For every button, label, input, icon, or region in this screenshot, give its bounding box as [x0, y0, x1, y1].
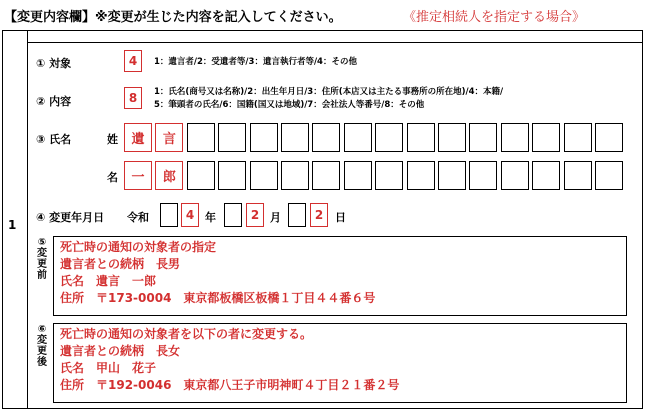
surname-char-box[interactable] [469, 123, 497, 152]
year-digit-2[interactable]: 4 [181, 203, 199, 227]
frame-top-divider [28, 42, 643, 43]
surname-label: 姓 [107, 133, 118, 146]
target-options: 1：遺言者/2：受遺者等/3：遺言執行者等/4：その他 [154, 57, 357, 67]
surname-char-box[interactable] [501, 123, 529, 152]
day-unit: 日 [335, 211, 346, 224]
given-name-char-box[interactable] [438, 161, 466, 190]
given-name-char-box[interactable] [564, 161, 592, 190]
before-line: 氏名 遺言 一郎 [60, 274, 157, 288]
surname-char-box[interactable] [375, 123, 403, 152]
content-input[interactable]: 8 [124, 87, 142, 109]
given-name-char-box[interactable]: 郎 [155, 161, 183, 190]
target-label: ① 対象 [36, 57, 72, 70]
before-details[interactable] [53, 236, 627, 316]
given-name-char-box[interactable] [344, 161, 372, 190]
name-label: ③ 氏名 [36, 133, 72, 146]
surname-char-box[interactable] [344, 123, 372, 152]
after-line: 住所 〒192-0046 東京都八王子市明神町４丁目２１番２号 [60, 378, 400, 392]
surname-char-box[interactable] [595, 123, 623, 152]
content-options-line1: 1：氏名(商号又は名称)/2：出生年月日/3：住所(本店又は主たる事務所の所在地)/4：本籍/ [154, 87, 504, 97]
before-mark: ⑤ [37, 237, 47, 248]
surname-char-box[interactable] [187, 123, 215, 152]
content-label: ② 内容 [36, 95, 72, 108]
year-unit: 年 [205, 211, 216, 224]
before-label-char: 変 [37, 248, 47, 259]
after-label-char: 変 [37, 335, 47, 346]
row-number: 1 [8, 218, 17, 232]
after-label [35, 324, 49, 368]
after-label-char: 後 [37, 357, 47, 368]
surname-char-box[interactable] [532, 123, 560, 152]
given-name-char-box[interactable] [250, 161, 278, 190]
given-name-char-box[interactable]: 一 [124, 161, 152, 190]
content-options-line2: 5：筆頭者の氏名/6：国籍(国又は地域)/7：会社法人等番号/8：その他 [154, 100, 425, 110]
month-digit-2[interactable]: 2 [246, 203, 264, 227]
surname-char-box[interactable] [312, 123, 340, 152]
target-input[interactable]: 4 [124, 50, 142, 72]
surname-char-box[interactable]: 言 [155, 123, 183, 152]
given-name-char-box[interactable] [218, 161, 246, 190]
surname-char-box[interactable]: 遺 [124, 123, 152, 152]
after-line: 死亡時の通知の対象者を以下の者に変更する。 [60, 327, 313, 341]
before-label-char: 更 [37, 259, 47, 270]
era-label: 令和 [127, 211, 149, 224]
year-digit-1[interactable] [160, 203, 178, 227]
after-line: 遺言者との続柄 長女 [60, 344, 181, 358]
month-unit: 月 [270, 211, 281, 224]
surname-char-box[interactable] [281, 123, 309, 152]
surname-char-box[interactable] [250, 123, 278, 152]
before-line: 死亡時の通知の対象者の指定 [60, 240, 217, 254]
given-name-char-box[interactable] [375, 161, 403, 190]
surname-char-box[interactable] [407, 123, 435, 152]
surname-char-box[interactable] [218, 123, 246, 152]
given-name-char-box[interactable] [532, 161, 560, 190]
month-digit-1[interactable] [224, 203, 242, 227]
surname-char-box[interactable] [438, 123, 466, 152]
given-name-char-box[interactable] [281, 161, 309, 190]
change-date-label: ④ 変更年月日 [36, 211, 105, 224]
after-mark: ⑥ [37, 324, 47, 335]
surname-char-box[interactable] [564, 123, 592, 152]
section-title: 【変更内容欄】※変更が生じた内容を記入してください。 [4, 10, 342, 25]
given-name-char-box[interactable] [187, 161, 215, 190]
before-line: 遺言者との続柄 長男 [60, 257, 181, 271]
day-digit-1[interactable] [288, 203, 306, 227]
day-digit-2[interactable]: 2 [310, 203, 328, 227]
given-name-char-box[interactable] [407, 161, 435, 190]
before-label [35, 237, 49, 281]
given-name-char-box[interactable] [595, 161, 623, 190]
case-note: 《推定相続人を指定する場合》 [403, 10, 586, 25]
before-line: 住所 〒173-0004 東京都板橋区板橋１丁目４４番６号 [60, 291, 376, 305]
after-label-char: 更 [37, 346, 47, 357]
given-name-label: 名 [107, 171, 118, 184]
given-name-char-box[interactable] [501, 161, 529, 190]
given-name-char-box[interactable] [312, 161, 340, 190]
given-name-char-box[interactable] [469, 161, 497, 190]
after-details[interactable] [53, 323, 627, 403]
before-label-char: 前 [37, 270, 47, 281]
after-line: 氏名 甲山 花子 [60, 361, 157, 375]
